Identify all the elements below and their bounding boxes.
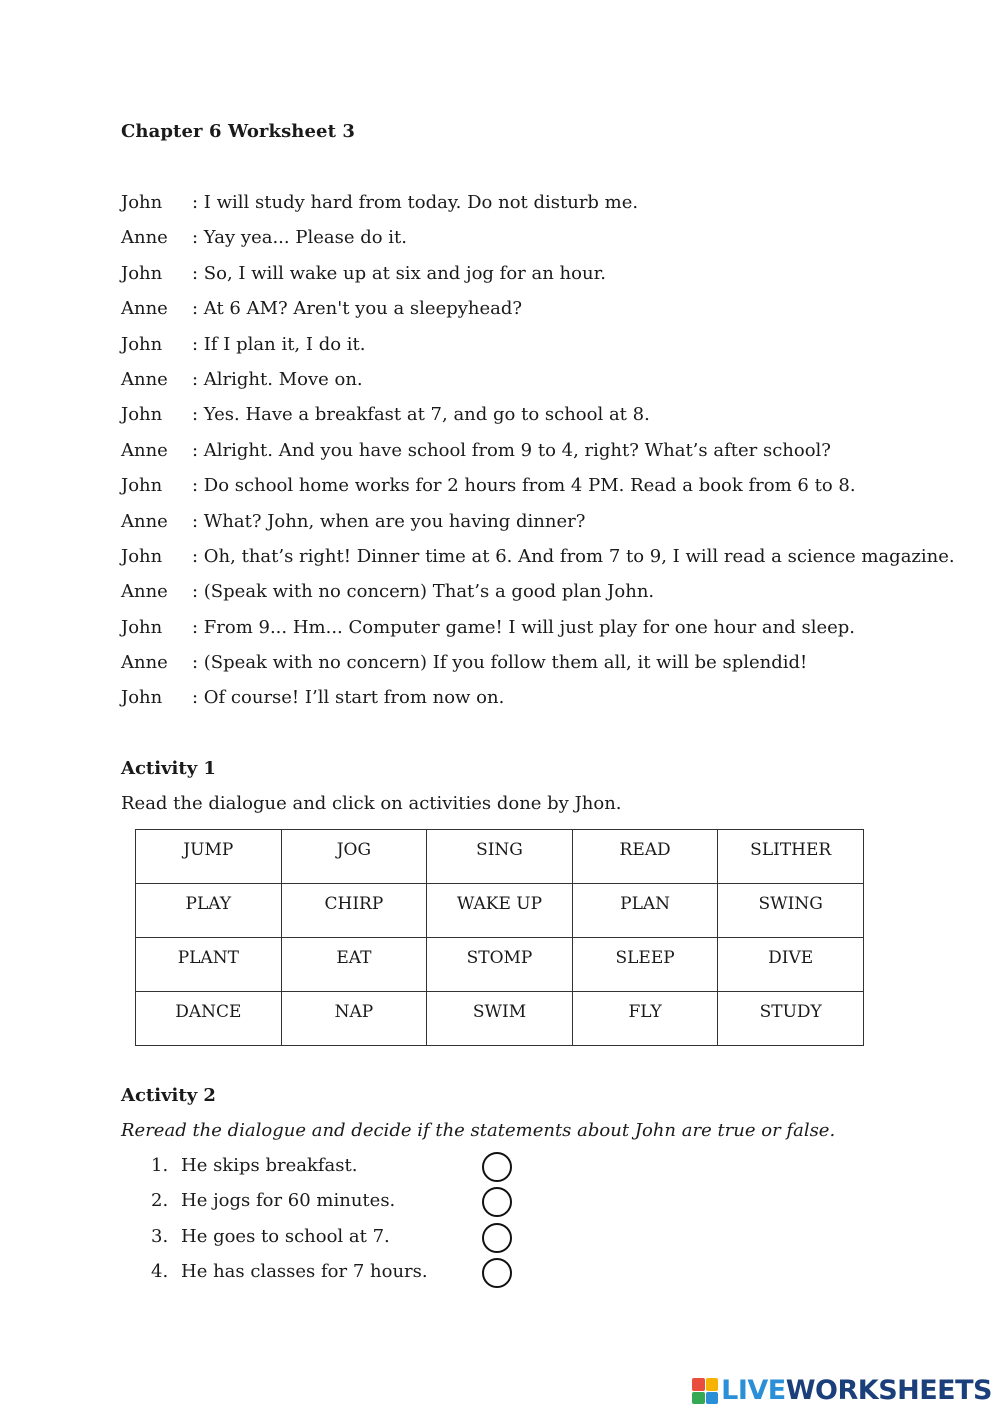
dialogue-line: [121, 651, 955, 686]
dialogue-line: [121, 439, 955, 474]
answer-circle[interactable]: [482, 1152, 512, 1182]
grid-row: [136, 884, 864, 938]
dialogue-line: [121, 333, 955, 368]
activity-cell[interactable]: PLAN: [572, 884, 718, 938]
speaker: Anne: [121, 368, 168, 390]
statement-number: 1.: [151, 1155, 169, 1176]
activity-cell[interactable]: PLANT: [136, 938, 282, 992]
speaker: John: [121, 192, 163, 213]
speaker: Anne: [121, 227, 168, 249]
true-false-list: [151, 1154, 428, 1296]
dialogue-line: [121, 262, 955, 297]
activity-cell[interactable]: JOG: [281, 830, 427, 884]
speech: : So, I will wake up at six and jog for an hour.: [192, 262, 606, 284]
activity-cell[interactable]: CHIRP: [281, 884, 427, 938]
statement-text: He has classes for 7 hours.: [181, 1261, 428, 1283]
logo-square: [706, 1392, 719, 1405]
logo-text: [721, 1376, 992, 1406]
activity-cell[interactable]: DIVE: [718, 938, 864, 992]
liveworksheets-logo: [692, 1376, 992, 1406]
answer-circle[interactable]: [482, 1187, 512, 1217]
statement-number: 2.: [151, 1190, 169, 1212]
statement-item: [151, 1154, 428, 1189]
dialogue-line: [121, 580, 955, 615]
statement-text: He goes to school at 7.: [181, 1225, 390, 1247]
speaker: Anne: [121, 652, 168, 674]
dialogue-line: [121, 616, 955, 651]
activity-cell[interactable]: PLAY: [136, 884, 282, 938]
speaker: John: [121, 404, 163, 426]
logo-square: [692, 1392, 705, 1405]
dialogue-line: [121, 474, 955, 509]
answer-circle[interactable]: [482, 1223, 512, 1253]
speech: : Yes. Have a breakfast at 7, and go to school at 8.: [192, 404, 650, 426]
activity-cell[interactable]: EAT: [281, 938, 427, 992]
dialogue-line: [121, 545, 955, 580]
activity-cell[interactable]: NAP: [281, 992, 427, 1046]
dialogue-line: [121, 510, 955, 545]
speech: : Do school home works for 2 hours from 4 PM. Read a book from 6 to 8.: [192, 475, 856, 497]
statement-item: [151, 1189, 428, 1224]
speaker: John: [121, 262, 163, 284]
speech: : I will study hard from today. Do not disturb me.: [192, 192, 639, 213]
logo-square: [692, 1378, 705, 1391]
dialogue-line: [121, 226, 955, 261]
activity-cell[interactable]: READ: [572, 830, 718, 884]
activity-cell[interactable]: FLY: [572, 992, 718, 1046]
statement-item: [151, 1260, 428, 1295]
activity1-instruction: Read the dialogue and click on activities done by Jhon.: [121, 793, 622, 814]
speech: : If I plan it, I do it.: [192, 333, 366, 355]
speech: : What? John, when are you having dinner?: [192, 510, 586, 532]
statement-text: He skips breakfast.: [181, 1155, 358, 1176]
grid-row: [136, 830, 864, 884]
activity-cell[interactable]: JUMP: [136, 830, 282, 884]
speaker: Anne: [121, 298, 168, 320]
speaker: John: [121, 475, 163, 497]
activity-cell[interactable]: STOMP: [427, 938, 573, 992]
dialogue-line: [121, 191, 955, 226]
page-title: Chapter 6 Worksheet 3: [121, 121, 356, 142]
dialogue-line: [121, 297, 955, 332]
dialogue-line: [121, 403, 955, 438]
speaker: Anne: [121, 439, 168, 461]
activity-cell[interactable]: SWIM: [427, 992, 573, 1046]
speech: : (Speak with no concern) That’s a good plan John.: [192, 581, 655, 603]
speech: : At 6 AM? Aren't you a sleepyhead?: [192, 298, 523, 320]
activity-cell[interactable]: SLITHER: [718, 830, 864, 884]
activity-cell[interactable]: SING: [427, 830, 573, 884]
logo-mark-icon: [692, 1378, 718, 1404]
statement-number: 3.: [151, 1225, 169, 1247]
grid-row: [136, 992, 864, 1046]
dialogue-line: [121, 368, 955, 403]
speech: : Alright. And you have school from 9 to 4, right? What’s after school?: [192, 439, 831, 461]
speaker: Anne: [121, 510, 168, 532]
speaker: John: [121, 687, 163, 709]
activity2-instruction: Reread the dialogue and decide if the statements about John are true or false.: [121, 1120, 836, 1141]
logo-square: [706, 1378, 719, 1391]
speech: : (Speak with no concern) If you follow them all, it will be splendid!: [192, 652, 808, 674]
activity-cell[interactable]: DANCE: [136, 992, 282, 1046]
speaker: John: [121, 333, 163, 355]
logo-live: LIVE: [721, 1375, 786, 1406]
activity-cell[interactable]: SLEEP: [572, 938, 718, 992]
speech: : Oh, that’s right! Dinner time at 6. And from 7 to 9, I will read a science magazine.: [192, 545, 955, 567]
activity-cell[interactable]: STUDY: [718, 992, 864, 1046]
statement-item: [151, 1225, 428, 1260]
speaker: John: [121, 545, 163, 567]
dialogue-line: [121, 686, 955, 721]
statement-text: He jogs for 60 minutes.: [181, 1190, 396, 1212]
logo-worksheets: WORKSHEETS: [785, 1375, 992, 1406]
activity-cell[interactable]: SWING: [718, 884, 864, 938]
speaker: Anne: [121, 581, 168, 603]
activity2-heading: Activity 2: [121, 1085, 216, 1106]
statement-number: 4.: [151, 1261, 169, 1283]
answer-circle[interactable]: [482, 1258, 512, 1288]
activity-cell[interactable]: WAKE UP: [427, 884, 573, 938]
speech: : From 9... Hm... Computer game! I will just play for one hour and sleep.: [192, 616, 856, 638]
activity1-heading: Activity 1: [121, 758, 216, 779]
speech: : Yay yea... Please do it.: [192, 227, 407, 249]
grid-row: [136, 938, 864, 992]
activity-grid: [135, 829, 864, 1046]
dialogue: [121, 191, 955, 722]
speaker: John: [121, 616, 163, 638]
speech: : Alright. Move on.: [192, 368, 363, 390]
speech: : Of course! I’ll start from now on.: [192, 687, 505, 709]
